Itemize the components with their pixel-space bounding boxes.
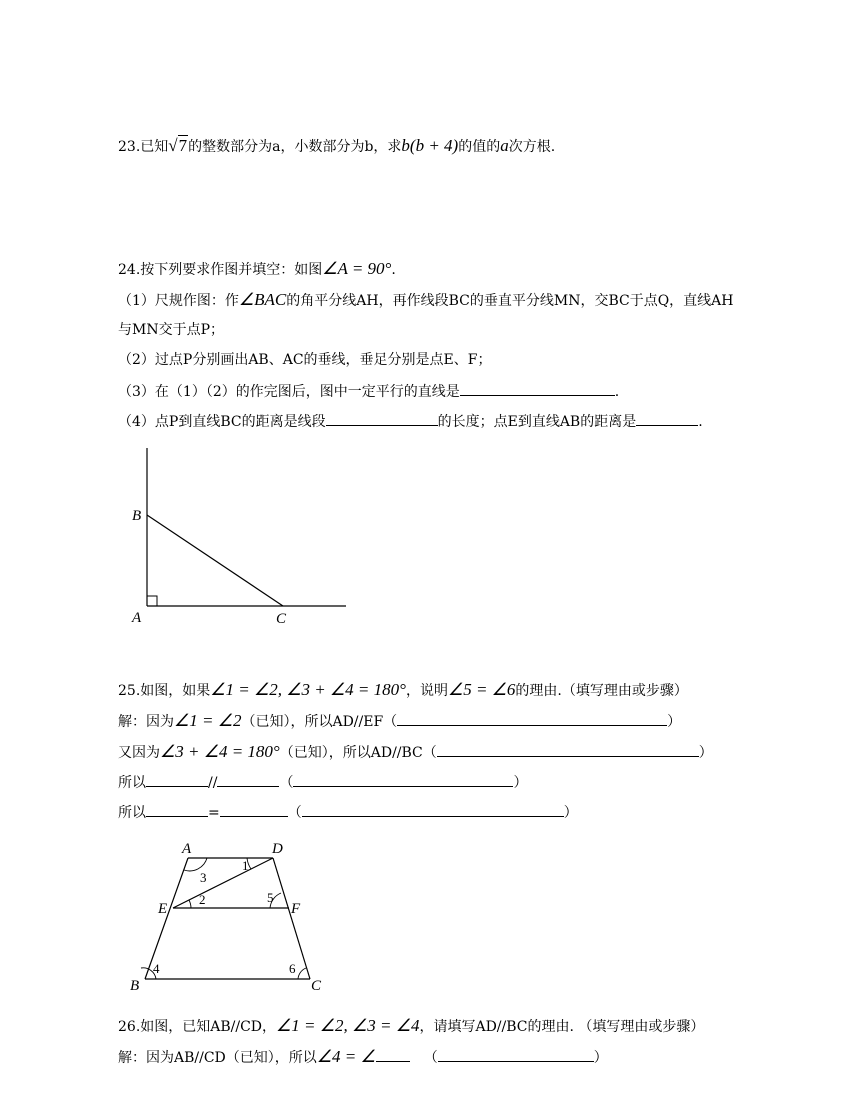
q25-l3-blank-2[interactable] bbox=[217, 772, 279, 787]
q24-intro-post: . bbox=[391, 262, 396, 278]
q26-l1-blank-1[interactable] bbox=[376, 1047, 410, 1062]
q24-p4-post: . bbox=[698, 414, 703, 430]
q24-part-1 bbox=[118, 290, 734, 311]
q24-p4-blank-2[interactable] bbox=[636, 411, 698, 426]
q25-l1-pre: 解：因为 bbox=[118, 714, 174, 730]
sqrt-argument: 7 bbox=[178, 136, 188, 155]
q24-p4-blank-1[interactable] bbox=[326, 411, 438, 426]
q25-l4-blank-1[interactable] bbox=[146, 802, 208, 817]
q25-l2-end: ） bbox=[698, 745, 713, 761]
q25-l3-open: （ bbox=[279, 775, 294, 791]
question-23 bbox=[118, 136, 555, 157]
q24-p4-mid: 的长度；点E到直线AB的距离是 bbox=[437, 414, 637, 430]
label-e: E bbox=[158, 901, 168, 917]
q25-l4-blank-3[interactable] bbox=[302, 802, 564, 817]
q24-figure bbox=[120, 440, 360, 630]
angle-5: 5 bbox=[267, 890, 274, 905]
q25-l3-sep: // bbox=[208, 775, 218, 791]
q25-l2-pre: 又因为 bbox=[118, 745, 160, 761]
label-a: A bbox=[182, 841, 192, 857]
q25-l2-post: （已知），所以AD//BC（ bbox=[279, 745, 437, 761]
q24-p4-pre: （4）点P到直线BC的距离是线段 bbox=[118, 414, 326, 430]
q25-l1-blank[interactable] bbox=[397, 711, 667, 726]
q26-intro-math: ∠1 = ∠2, ∠3 = ∠4 bbox=[276, 1016, 420, 1035]
q23-pre: 已知 bbox=[140, 139, 169, 155]
q25-line-4 bbox=[118, 802, 578, 823]
label-f: F bbox=[291, 901, 301, 917]
q26-intro-post: ，请填写AD//BC的理由. （填写理由或步骤） bbox=[419, 1019, 705, 1035]
q24-p1-post: 的角平分线AH，再作线段BC的垂直平分线MN，交BC于点Q，直线AH bbox=[286, 293, 734, 309]
q24-intro-text: 24.按下列要求作图并填空：如图 bbox=[118, 262, 323, 278]
q25-l2-math: ∠3 + ∠4 = 180° bbox=[160, 742, 280, 761]
q25-figure bbox=[120, 838, 340, 998]
q25-l3-blank-1[interactable] bbox=[146, 772, 208, 787]
q23-number: 23. bbox=[118, 139, 141, 155]
q24-intro-math: ∠A = 90° bbox=[322, 259, 392, 278]
q23-expression: b(b + 4) bbox=[401, 136, 459, 155]
angle-4: 4 bbox=[153, 961, 160, 976]
q25-intro-math: ∠1 = ∠2, ∠3 + ∠4 = 180° bbox=[210, 680, 406, 699]
q24-part-1-cont: 与MN交于点P； bbox=[118, 322, 225, 338]
label-b: B bbox=[130, 978, 140, 994]
label-b: B bbox=[132, 508, 142, 524]
q24-p3-pre: （3）在（1）（2）的作完图后，图中一定平行的直线是 bbox=[118, 384, 460, 400]
q24-part-3 bbox=[118, 381, 619, 402]
q25-intro-pre: 25.如图，如果 bbox=[118, 683, 211, 699]
q24-part-4 bbox=[118, 411, 703, 432]
q25-line-1 bbox=[118, 711, 681, 732]
q26-l1-blank-2[interactable] bbox=[438, 1047, 594, 1062]
label-d: D bbox=[272, 841, 283, 857]
q25-l3-pre: 所以 bbox=[118, 775, 146, 791]
q25-l4-sep: = bbox=[208, 805, 220, 821]
label-a: A bbox=[132, 610, 142, 626]
q25-line-3 bbox=[118, 772, 527, 793]
q26-intro bbox=[118, 1016, 704, 1037]
sqrt-expression: √7 bbox=[168, 136, 188, 155]
q25-l4-open: （ bbox=[287, 805, 302, 821]
q25-l4-blank-2[interactable] bbox=[220, 802, 288, 817]
q26-intro-pre: 26.如图，已知AB//CD， bbox=[118, 1019, 277, 1035]
q25-l3-end: ） bbox=[513, 775, 528, 791]
q25-intro-math2: ∠5 = ∠6 bbox=[447, 680, 516, 699]
q25-l4-end: ） bbox=[563, 805, 578, 821]
q26-l1-open: （ bbox=[423, 1050, 438, 1066]
q26-l1-end: ） bbox=[593, 1050, 608, 1066]
q24-p3-blank[interactable] bbox=[460, 381, 615, 396]
label-c: C bbox=[311, 978, 322, 994]
q25-l4-pre: 所以 bbox=[118, 805, 146, 821]
angle-1: 1 bbox=[242, 858, 249, 873]
q23-var-a: a bbox=[500, 136, 509, 155]
q25-intro-mid: ，说明 bbox=[405, 683, 448, 699]
q25-intro bbox=[118, 680, 688, 701]
q25-intro-post: 的理由.（填写理由或步骤） bbox=[515, 683, 688, 699]
q23-post2: 次方根. bbox=[508, 139, 556, 155]
q24-p1-pre: （1）尺规作图：作 bbox=[118, 293, 239, 309]
angle-3: 3 bbox=[200, 870, 207, 885]
q26-l1-pre: 解：因为AB//CD（已知），所以 bbox=[118, 1050, 317, 1066]
label-c: C bbox=[276, 611, 287, 627]
angle-6: 6 bbox=[289, 961, 296, 976]
q23-mid: 的整数部分为a，小数部分为b，求 bbox=[188, 139, 402, 155]
q26-l1-math: ∠4 = ∠ bbox=[316, 1047, 376, 1066]
q24-intro bbox=[118, 259, 396, 280]
q25-l1-end: ） bbox=[667, 714, 682, 730]
q26-line-1 bbox=[118, 1047, 608, 1068]
q23-post1: 的值的 bbox=[458, 139, 501, 155]
q24-p1-math: ∠BAC bbox=[238, 290, 287, 309]
q24-p3-post: . bbox=[614, 384, 620, 400]
q25-l3-blank-3[interactable] bbox=[293, 772, 513, 787]
q25-l2-blank[interactable] bbox=[437, 742, 699, 757]
q25-l1-post: （已知），所以AD//EF（ bbox=[241, 714, 398, 730]
angle-2: 2 bbox=[199, 892, 206, 907]
q25-l1-math: ∠1 = ∠2 bbox=[174, 711, 242, 730]
q24-part-2: （2）过点P分别画出AB、AC的垂线，垂足分别是点E、F； bbox=[118, 352, 492, 368]
q25-line-2 bbox=[118, 742, 713, 763]
